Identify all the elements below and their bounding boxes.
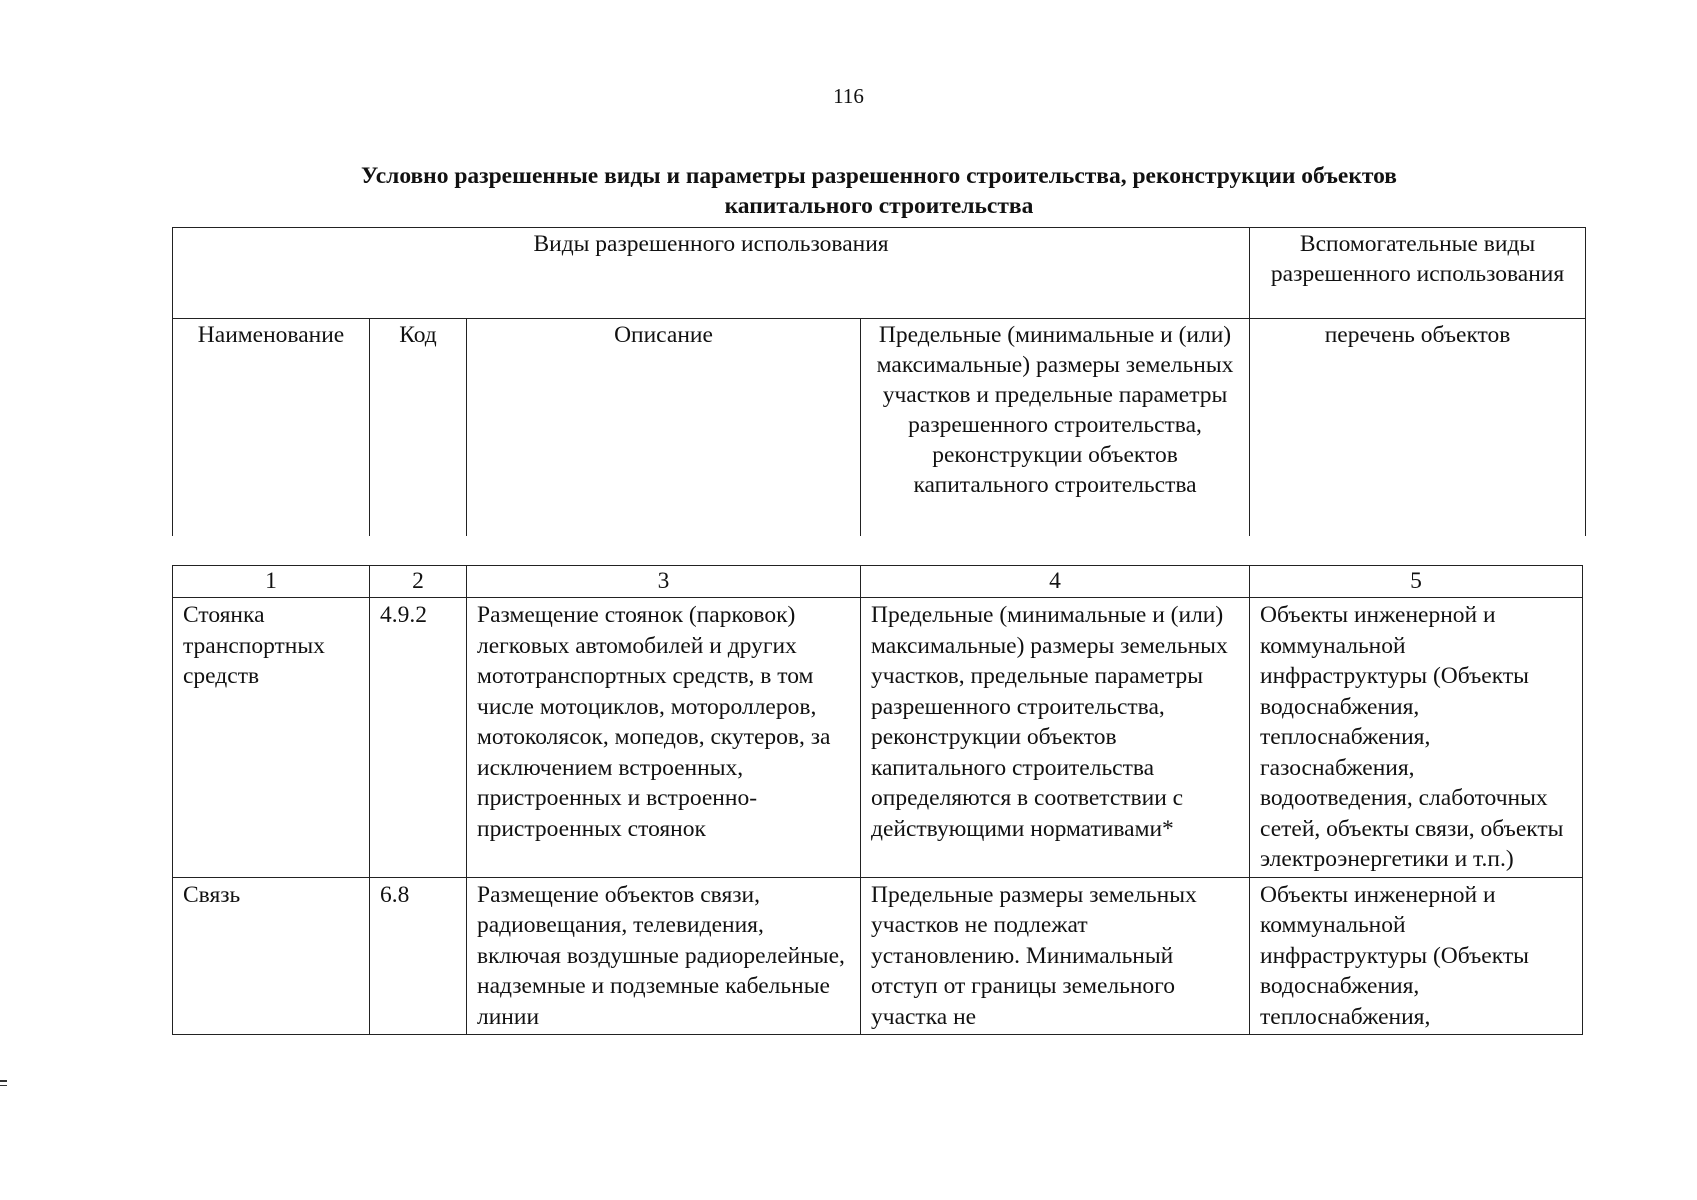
table-row — [173, 877, 1583, 1035]
column-numbers-row — [173, 566, 1583, 598]
cell-code: 6.8 — [370, 877, 467, 1035]
header-col-code: Код — [370, 319, 467, 537]
header-table — [172, 227, 1586, 536]
cell-auxiliary: Объекты инженерной и коммунальной инфраструктуры (Объекты водоснабжения, теплоснабжения, газоснабжения, водоотведения, слаботочных сетей, объекты связи, объекты электроэнергетики и т.п.) — [1250, 598, 1583, 878]
document-title — [172, 161, 1586, 221]
column-number: 3 — [467, 566, 861, 598]
title-line-1: Условно разрешенные виды и параметры разрешенного строительства, реконструкции объектов — [361, 163, 1397, 189]
table-row — [173, 598, 1583, 878]
scan-margin-mark — [0, 1080, 8, 1088]
cell-code: 4.9.2 — [370, 598, 467, 878]
title-line-2: капитального строительства — [724, 193, 1034, 219]
cell-limits: Предельные размеры земельных участков не подлежат установлению. Минимальный отступ от границы земельного участка не — [861, 877, 1250, 1035]
column-number: 1 — [173, 566, 370, 598]
header-col-description: Описание — [467, 319, 861, 537]
header-col-limits: Предельные (минимальные и (или) максимальные) размеры земельных участков и предельные параметры разрешенного строительства, реконструкции объектов капитального строительства — [861, 319, 1250, 537]
column-number: 5 — [1250, 566, 1583, 598]
page-number: 116 — [833, 84, 864, 108]
cell-auxiliary: Объекты инженерной и коммунальной инфраструктуры (Объекты водоснабжения, теплоснабжения, — [1250, 877, 1583, 1035]
cell-name: Связь — [173, 877, 370, 1035]
header-col-name: Наименование — [173, 319, 370, 537]
column-number: 2 — [370, 566, 467, 598]
header-col-objects-list: перечень объектов — [1250, 319, 1586, 537]
header-group-permitted-uses: Виды разрешенного использования — [173, 228, 1250, 319]
cell-description: Размещение объектов связи, радиовещания, телевидения, включая воздушные радиорелейные, надземные и подземные кабельные линии — [467, 877, 861, 1035]
header-group-auxiliary-uses: Вспомогательные виды разрешенного использования — [1250, 228, 1586, 319]
cell-name: Стоянка транспортных средств — [173, 598, 370, 878]
column-number: 4 — [861, 566, 1250, 598]
cell-description: Размещение стоянок (парковок) легковых автомобилей и других мототранспортных средств, в том числе мотоциклов, мотороллеров, мотоколясок, мопедов, скутеров, за исключением встроенных, пристроенных и встроенно-пристроенных стоянок — [467, 598, 861, 878]
cell-limits: Предельные (минимальные и (или) максимальные) размеры земельных участков, предельные параметры разрешенного строительства, реконструкции объектов капитального строительства определяются в соответствии с действующими нормативами* — [861, 598, 1250, 878]
data-table — [172, 565, 1583, 1035]
